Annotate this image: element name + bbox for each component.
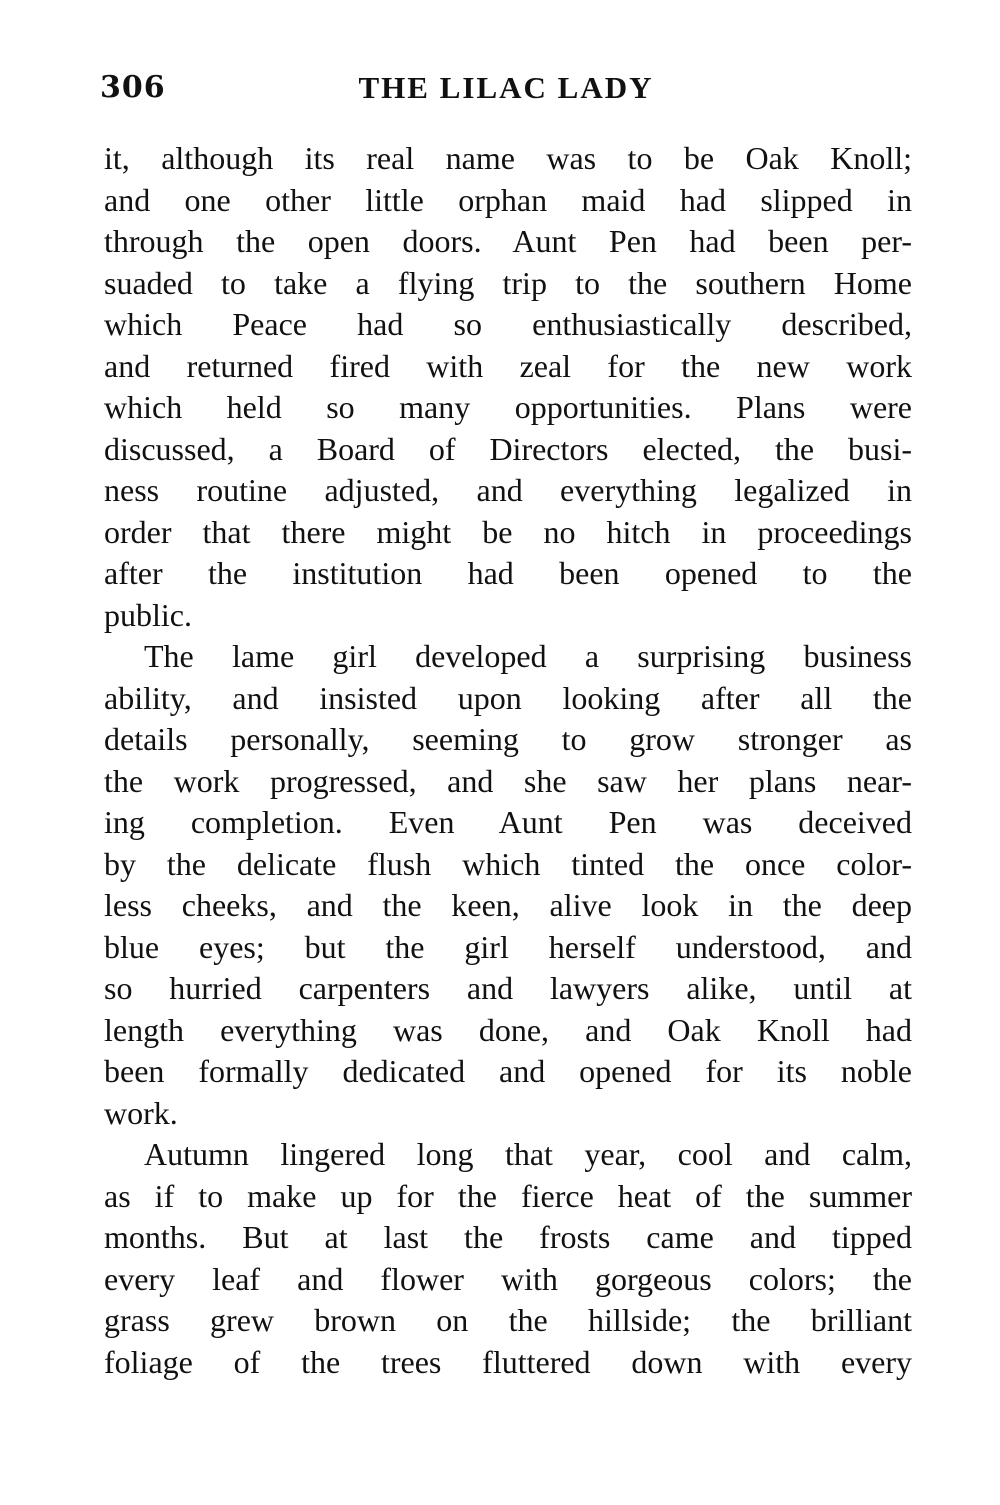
- text-line: grass grew brown on the hillside; the brilliant: [104, 1302, 912, 1338]
- text-line: through the open doors. Aunt Pen had been per-: [104, 223, 912, 259]
- text-line: months. But at last the frosts came and tipped: [104, 1219, 912, 1255]
- text-line: which Peace had so enthusiastically described,: [104, 306, 912, 342]
- paragraph: [104, 636, 912, 1134]
- text-line: Autumn lingered long that year, cool and calm,: [144, 1136, 912, 1172]
- text-line: ability, and insisted upon looking after all the: [104, 679, 912, 716]
- text-line: order that there might be no hitch in proceedings: [104, 513, 912, 550]
- text-line: foliage of the trees fluttered down with every: [104, 1343, 912, 1380]
- page-header: [100, 70, 912, 110]
- text-line: work.: [104, 1094, 178, 1131]
- text-line: length everything was done, and Oak Knoll had: [104, 1011, 912, 1048]
- text-line: every leaf and flower with gorgeous colors; the: [104, 1260, 912, 1297]
- text-line: ing completion. Even Aunt Pen was deceived: [104, 804, 912, 840]
- text-line: been formally dedicated and opened for its noble: [104, 1053, 912, 1089]
- text-line: discussed, a Board of Directors elected, the busi-: [104, 430, 912, 467]
- text-line: the work progressed, and she saw her plans near-: [104, 762, 912, 799]
- text-line: and one other little orphan maid had slipped in: [104, 181, 912, 218]
- text-line: as if to make up for the fierce heat of the summer: [104, 1177, 912, 1214]
- running-title: THE LILAC LADY: [358, 70, 654, 105]
- text-line: The lame girl developed a surprising business: [144, 638, 912, 674]
- text-line: blue eyes; but the girl herself understood, and: [104, 928, 912, 965]
- body-text: [104, 138, 912, 1383]
- text-line: less cheeks, and the keen, alive look in the deep: [104, 887, 912, 923]
- text-line: details personally, seeming to grow stronger as: [104, 721, 912, 757]
- paragraph: [104, 1134, 912, 1383]
- text-line: which held so many opportunities. Plans were: [104, 389, 912, 425]
- text-line: and returned fired with zeal for the new work: [104, 347, 912, 384]
- text-line: after the institution had been opened to the: [104, 555, 912, 591]
- text-line: ness routine adjusted, and everything legalized in: [104, 472, 912, 508]
- text-line: it, although its real name was to be Oak Knoll;: [104, 140, 912, 176]
- paragraph: [104, 138, 912, 636]
- text-line: so hurried carpenters and lawyers alike, until at: [104, 970, 912, 1006]
- page-number: 306: [100, 70, 166, 105]
- text-line: suaded to take a flying trip to the southern Home: [104, 264, 912, 301]
- text-line: by the delicate flush which tinted the once color-: [104, 845, 912, 882]
- text-line: public.: [104, 596, 192, 633]
